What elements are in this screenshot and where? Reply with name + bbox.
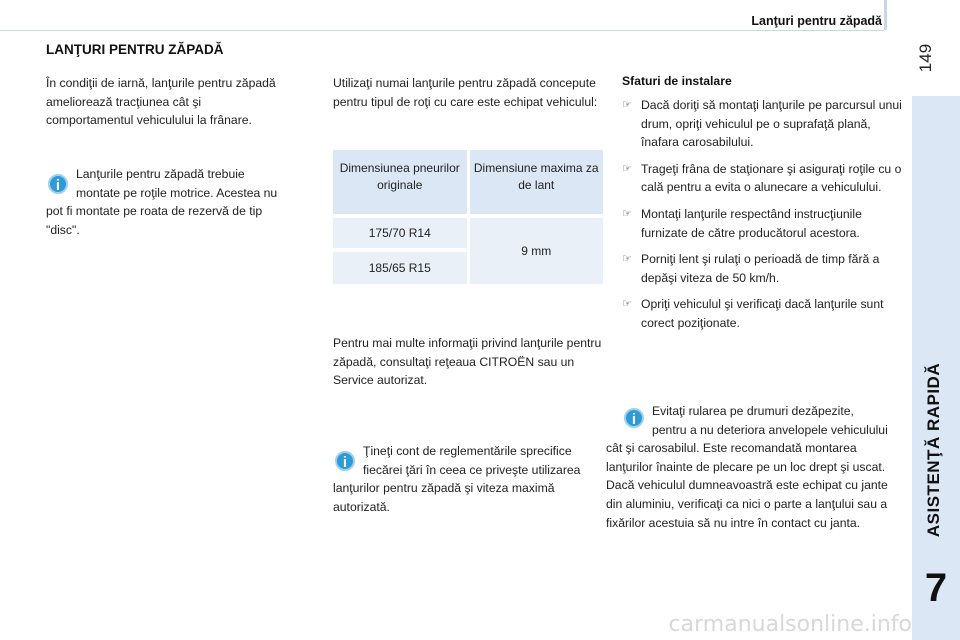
- table-cell-max-size: 9 mm: [468, 216, 603, 284]
- hand-pointer-icon: ☞: [622, 298, 632, 311]
- chapter-number: 7: [924, 566, 948, 610]
- hand-pointer-icon: ☞: [622, 99, 632, 111]
- list-item: [622, 250, 902, 287]
- tip-text: Montaţi lanţurile respectând instrucţiunile furnizate de către producătorul acestora.: [641, 206, 862, 240]
- hand-pointer-icon: ☞: [622, 162, 632, 175]
- info-icon: i: [335, 451, 355, 471]
- table-cell-tyre: 185/65 R15: [333, 250, 468, 284]
- note-regulations: [333, 442, 605, 516]
- note-drive-wheels: [46, 165, 296, 239]
- tip-text: Dacă doriţi să montaţi lanţurile pe parcursul unui drum, opriţi vehiculul pe o suprafaţă plană, înafara carosabilului.: [641, 98, 902, 150]
- running-header: Lanţuri pentru zăpadă: [751, 14, 882, 28]
- table-header-tyre: Dimensiunea pneurilor originale: [333, 150, 468, 216]
- section-label: ASISTENŢĂ RAPIDĂ: [924, 362, 943, 538]
- table-header-row: [333, 150, 603, 216]
- note-rest-indent: [606, 423, 652, 437]
- note-rest-indent: [333, 463, 363, 477]
- note-line1: Evitaţi rularea pe drumuri dezăpezite,: [652, 404, 854, 418]
- tip-text: Opriţi vehiculul şi verificaţi dacă lanţurile sunt corect poziţionate.: [641, 297, 884, 330]
- list-item: [622, 160, 902, 197]
- tyre-chain-table: [333, 150, 603, 284]
- header-accent-bar: [884, 0, 887, 30]
- note-line1: Lanţurile pentru zăpadă trebuie: [76, 167, 245, 181]
- hand-pointer-icon: ☞: [622, 207, 632, 220]
- watermark: carmanualsonline.info: [668, 612, 912, 637]
- list-item: [622, 96, 902, 152]
- note-rest: pentru a nu deteriora anvelopele vehiculului cât şi carosabilul. Este recomandată montarea lanţurilor înainte de plecare pe un loc drept şi uscat. Dacă vehiculul dumneavoastră este echipat cu jante din aluminiu, verificaţi ca nici o parte a lanţului sau a fixărilor acestuia să nu intre în contact cu janta.: [606, 422, 888, 530]
- note-line1: Ţineţi cont de reglementările sprecifice: [363, 444, 572, 458]
- tip-text: Porniţi lent şi rulaţi o perioadă de timp fără a depăşi viteza de 50 km/h.: [641, 252, 880, 285]
- table-row: [333, 216, 603, 250]
- note-cleared-roads: [606, 402, 890, 532]
- page-title: LANŢURI PENTRU ZĂPADĂ: [46, 42, 224, 57]
- hand-pointer-icon: ☞: [622, 253, 632, 266]
- tips-list: [622, 96, 902, 341]
- list-item: [622, 295, 902, 332]
- table-header-chain: Dimensiune maxima za de lant: [468, 150, 603, 216]
- usage-paragraph: Utilizaţi numai lanţurile pentru zăpadă concepute pentru tipul de roţi cu care este echipat vehiculul:: [333, 76, 598, 109]
- more-info-paragraph: Pentru mai multe informaţii privind lanţurile pentru zăpadă, consultaţi reţeaua CITROËN sau un Service autorizat.: [333, 336, 602, 388]
- note-rest: fiecărei ţări în ceea ce priveşte utilizarea lanţurilor pentru zăpadă şi viteza maximă autorizată.: [333, 462, 581, 514]
- info-icon: i: [48, 174, 68, 194]
- list-item: [622, 205, 902, 242]
- tip-text: Trageţi frâna de staţionare şi asiguraţi roţile cu o cală pentru a evita o alunecare a vehiculului.: [641, 161, 902, 195]
- intro-paragraph: În condiţii de iarnă, lanţurile pentru zăpadă ameliorează tracţiunea cât şi comportamentul vehiculului la frânare.: [46, 76, 276, 128]
- header-rule: [0, 30, 884, 31]
- tips-title: Sfaturi de instalare: [622, 74, 732, 88]
- info-icon: i: [624, 408, 644, 428]
- page-number: 149: [916, 43, 935, 73]
- table-cell-tyre: 175/70 R14: [333, 216, 468, 250]
- note-rest: montate pe roţile motrice. Acestea nu pot fi montate pe roata de rezervă de tip "disc".: [46, 185, 278, 237]
- note-rest-indent: [46, 186, 76, 200]
